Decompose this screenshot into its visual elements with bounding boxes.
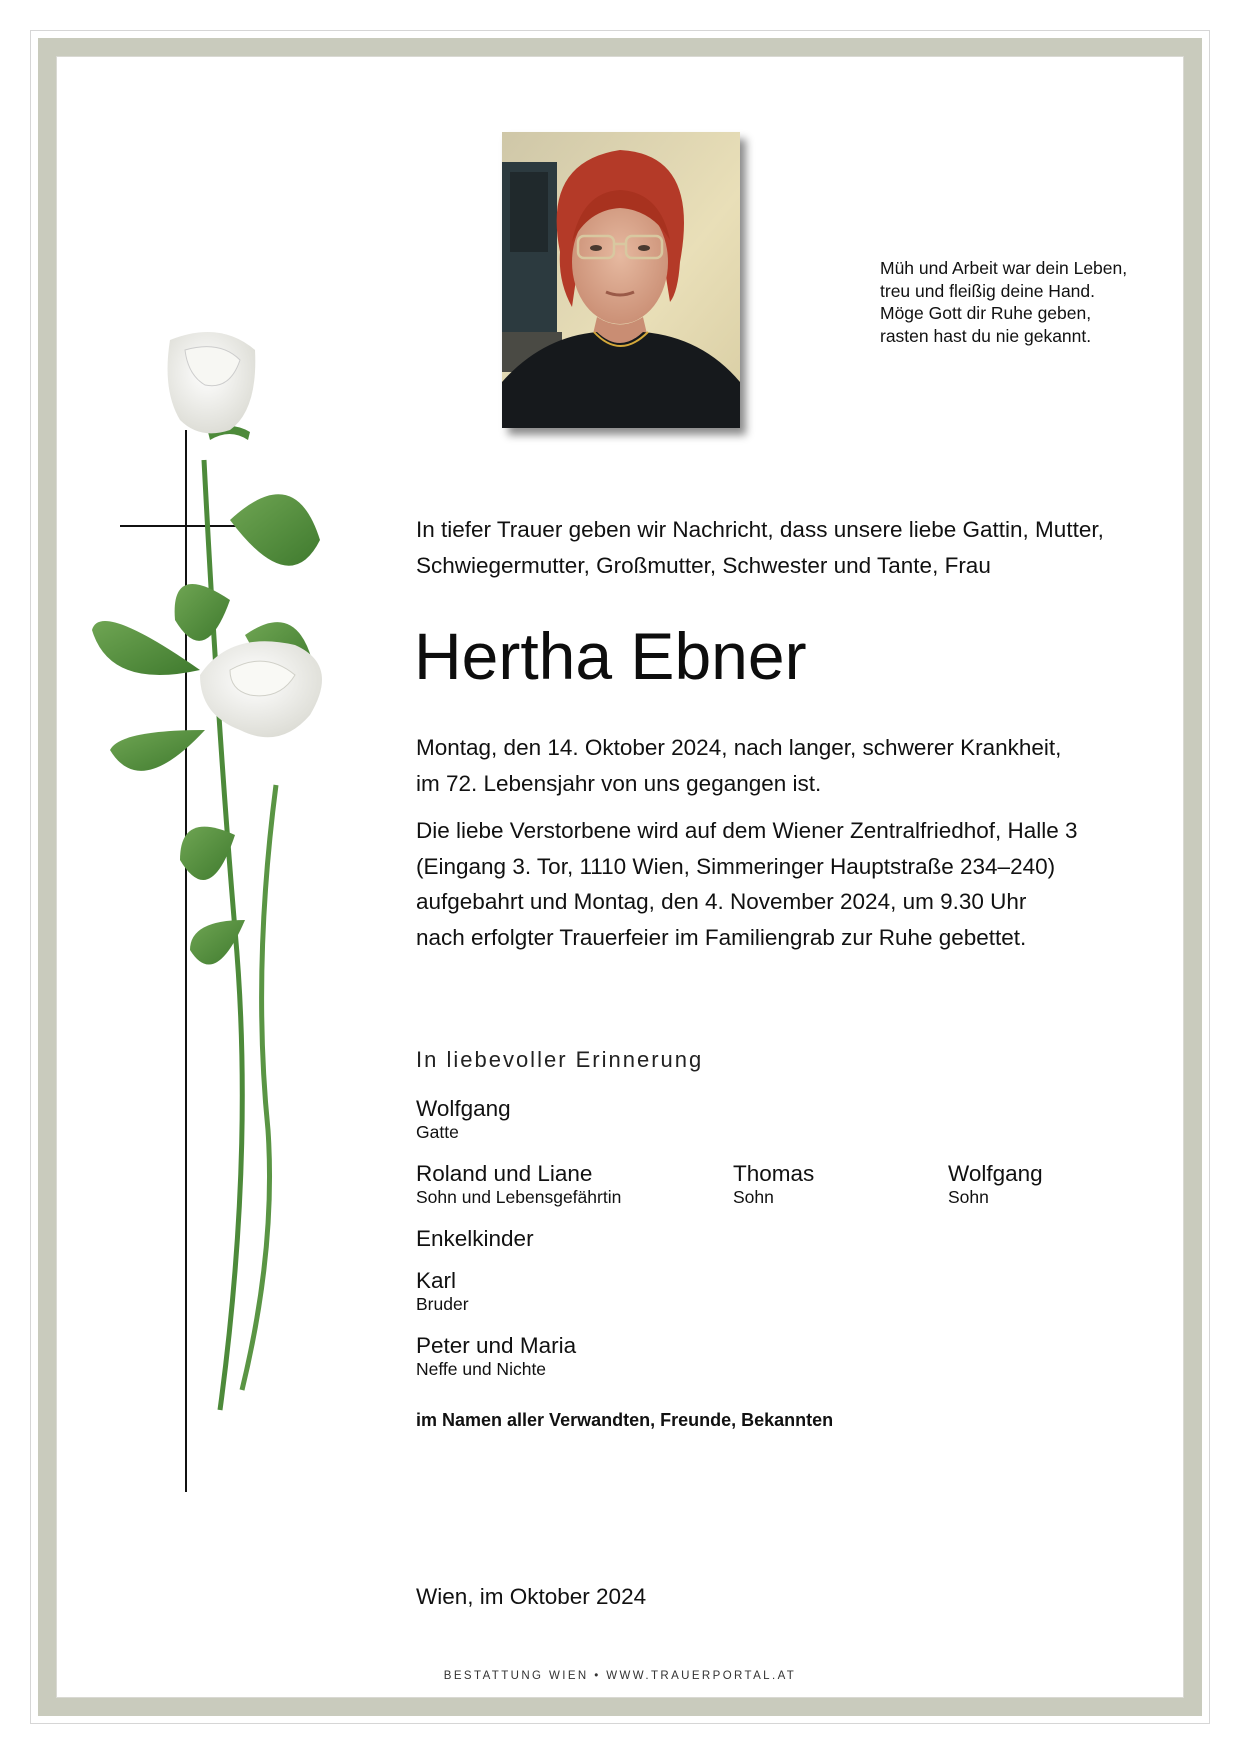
quote-line: Möge Gott dir Ruhe geben,: [880, 303, 1092, 323]
funeral-details-text: [416, 813, 1078, 955]
funeral-line: aufgebahrt und Montag, den 4. November 2024, um 9.30 Uhr: [416, 889, 1027, 914]
mourner-relation: Neffe und Nichte: [416, 1359, 547, 1379]
portrait-photo: [502, 132, 740, 428]
mourner-relation: Sohn: [733, 1187, 774, 1207]
quote-line: rasten hast du nie gekannt.: [880, 325, 1092, 346]
quote-line: treu und fleißig deine Hand.: [880, 280, 1095, 301]
intro-line: In tiefer Trauer geben wir Nachricht, dass unsere liebe Gattin, Mutter,: [416, 517, 1104, 542]
funeral-line: (Eingang 3. Tor, 1110 Wien, Simmeringer Hauptstraße 234–240): [416, 853, 1056, 879]
memory-heading: In liebevoller Erinnerung: [416, 1047, 704, 1072]
mourner-name: Roland und Liane: [416, 1161, 593, 1186]
death-notice-line: Montag, den 14. Oktober 2024, nach langer, schwerer Krankheit,: [416, 735, 1062, 760]
mourner-relation: Sohn und Lebensgefährtin: [416, 1187, 622, 1207]
mourner-son-1: [416, 1161, 621, 1208]
mourner-name: Karl: [416, 1268, 457, 1293]
intro-text: [416, 512, 1104, 584]
mourner-nephew-niece: [416, 1333, 576, 1380]
funeral-line: Die liebe Verstorbene wird auf dem Wiener Zentralfriedhof, Halle 3: [416, 818, 1078, 843]
death-notice-line: im 72. Lebensjahr von uns gegangen ist.: [416, 770, 822, 796]
closing-line: im Namen aller Verwandten, Freunde, Bekannten: [416, 1410, 834, 1430]
place-date: Wien, im Oktober 2024: [416, 1584, 647, 1609]
mourner-grandchildren: Enkelkinder: [416, 1226, 534, 1251]
mourner-name: Wolfgang: [416, 1096, 511, 1121]
quote-line: Müh und Arbeit war dein Leben,: [880, 258, 1128, 278]
mourner-son-3: [948, 1161, 1043, 1208]
mourner-son-2: [733, 1161, 814, 1208]
mourner-relation: Gatte: [416, 1122, 459, 1142]
deceased-name: Hertha Ebner: [414, 619, 807, 693]
poem-quote: [880, 257, 1160, 347]
mourner-name: Thomas: [733, 1161, 815, 1186]
mourner-brother: [416, 1268, 469, 1315]
mourner-relation: Sohn: [948, 1187, 989, 1207]
intro-line: Schwiegermutter, Großmutter, Schwester und Tante, Frau: [416, 553, 991, 578]
rose-cross-illustration: [80, 330, 380, 1510]
mourner-name: Peter und Maria: [416, 1333, 577, 1358]
mourner-name: Wolfgang: [948, 1161, 1043, 1186]
funeral-line: nach erfolgter Trauerfeier im Familiengrab zur Ruhe gebettet.: [416, 924, 1027, 950]
mourner-husband: [416, 1096, 511, 1143]
mourner-relation: Bruder: [416, 1294, 469, 1314]
footer-branding: BESTATTUNG WIEN • WWW.TRAUERPORTAL.AT: [443, 1670, 797, 1682]
death-notice-text: [416, 730, 1061, 801]
